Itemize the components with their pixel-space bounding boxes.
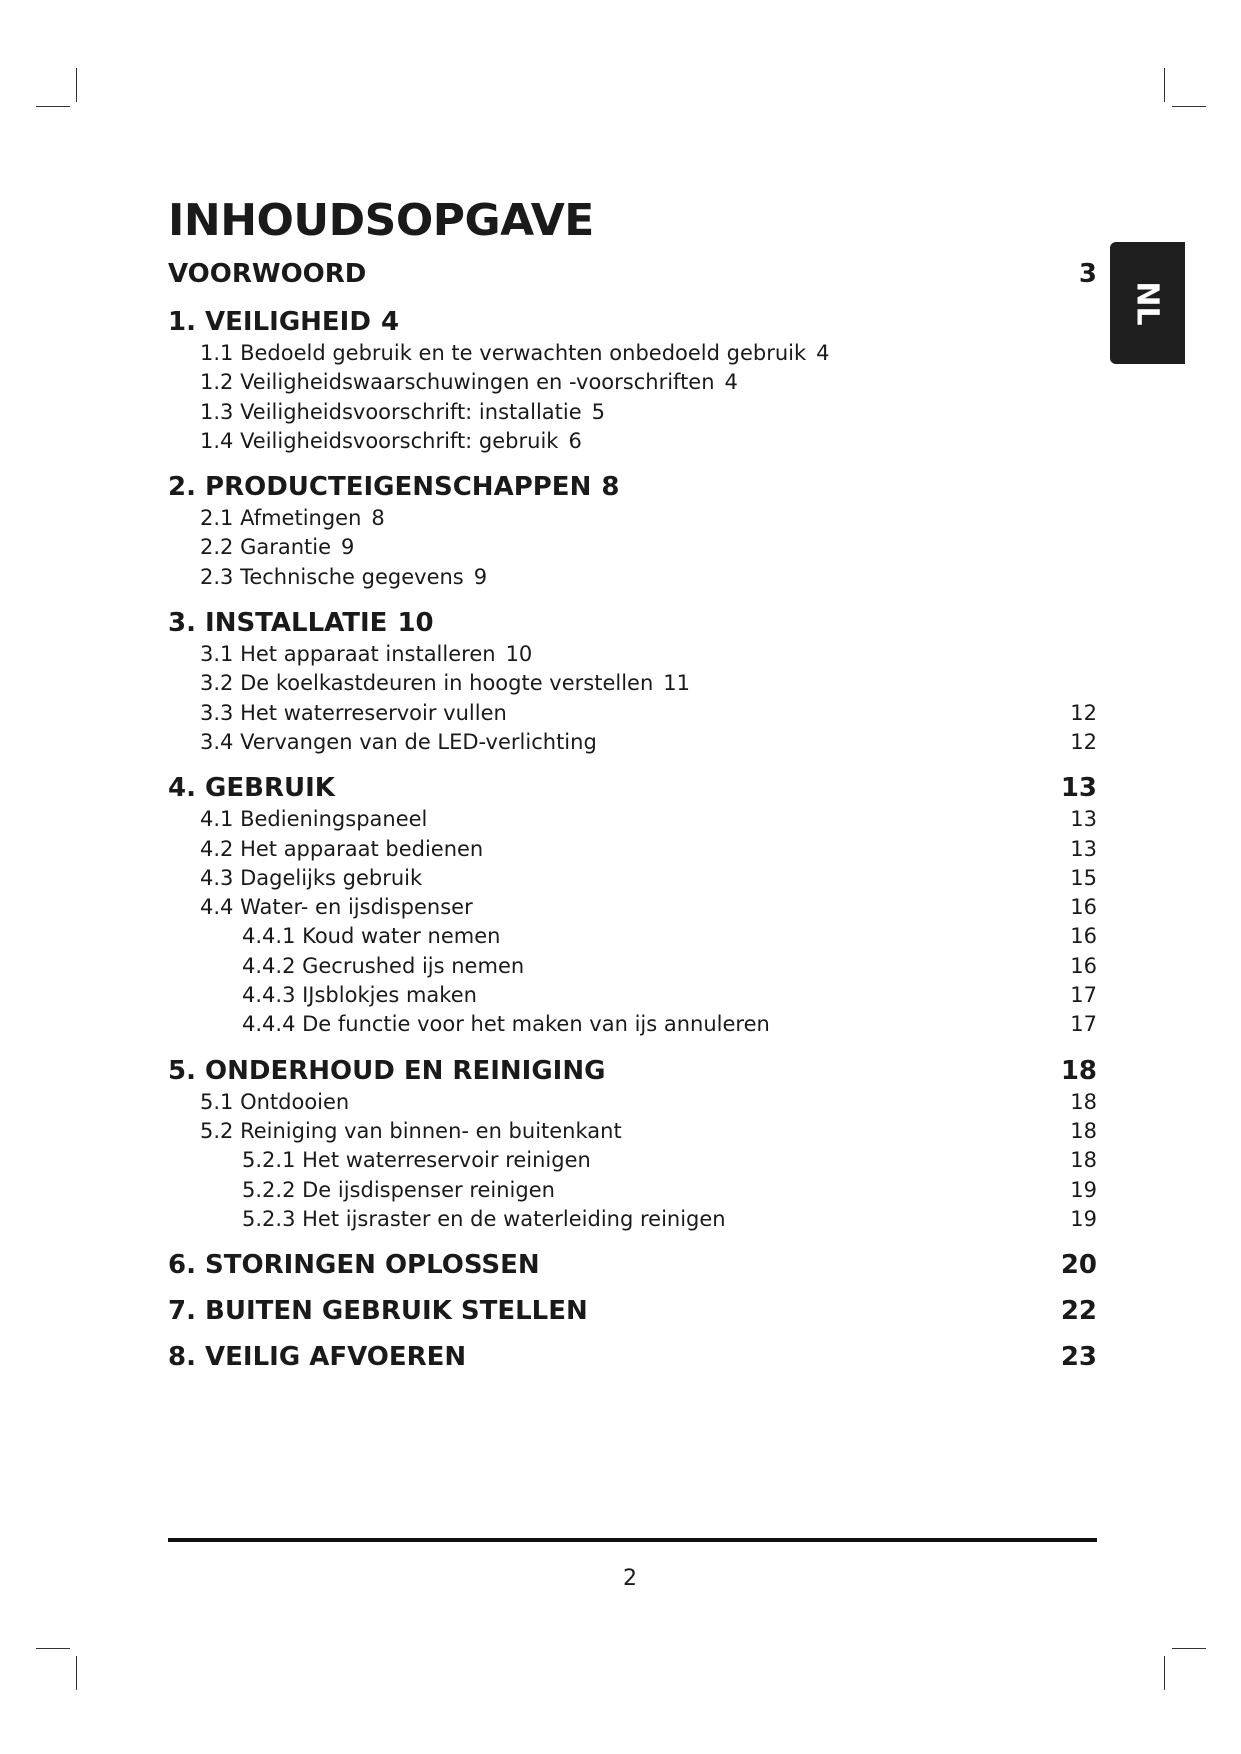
- toc-section-5: [168, 1054, 1097, 1088]
- crop-mark: [1164, 68, 1165, 102]
- toc-page: 20: [1060, 1250, 1097, 1281]
- toc-section-1: [168, 305, 1097, 339]
- toc-entry: 4.4.3 IJsblokjes maken 17: [242, 983, 1097, 1008]
- toc-page: 10: [397, 608, 434, 639]
- toc-section-3: [168, 606, 1097, 640]
- toc-section-2: [168, 470, 1097, 504]
- toc-page: 13: [1060, 773, 1097, 804]
- toc-entry: 2.3 Technische gegevens 9: [200, 564, 488, 589]
- toc-page: 3: [1078, 259, 1097, 289]
- table-of-contents: [168, 257, 1097, 1374]
- toc-entry: 5.1 Ontdooien 18: [200, 1089, 1097, 1114]
- toc-entry: 5.2.3 Het ijsraster en de waterleiding reinigen 19: [242, 1206, 1097, 1231]
- toc-entry: 4.4 Water- en ijsdispenser 16: [200, 895, 1097, 920]
- toc-page: 22: [1060, 1296, 1097, 1327]
- toc-heading: 3. INSTALLATIE: [168, 608, 388, 639]
- toc-page: 18: [1060, 1055, 1097, 1086]
- crop-mark: [36, 106, 70, 107]
- toc-heading: 1. VEILIGHEID: [168, 307, 371, 337]
- toc-entry: 2.2 Garantie 9: [200, 535, 355, 560]
- crop-mark: [76, 1656, 77, 1690]
- toc-entry: 4.4.4 De functie voor het maken van ijs annuleren 17: [242, 1012, 1097, 1037]
- toc-heading: 5. ONDERHOUD EN REINIGING: [168, 1055, 606, 1086]
- page-number: 2: [623, 1566, 637, 1591]
- toc-heading: 7. BUITEN GEBRUIK STELLEN: [168, 1296, 588, 1327]
- language-tab: [1110, 242, 1185, 364]
- toc-entry: 4.1 Bedieningspaneel 13: [200, 807, 1097, 832]
- toc-entry: 3.2 De koelkastdeuren in hoogte verstellen 11: [200, 671, 691, 696]
- crop-mark: [1164, 1656, 1165, 1690]
- toc-entry: 3.3 Het waterreservoir vullen 12: [200, 700, 1097, 725]
- toc-heading: VOORWOORD: [168, 259, 367, 289]
- toc-entry: 3.4 Vervangen van de LED-verlichting 12: [200, 729, 1097, 754]
- toc-entry: 5.2.1 Het waterreservoir reinigen 18: [242, 1148, 1097, 1173]
- toc-entry: 5.2.2 De ijsdispenser reinigen 19: [242, 1177, 1097, 1202]
- toc-heading: 6. STORINGEN OPLOSSEN: [168, 1250, 540, 1281]
- toc-entry: 1.2 Veiligheidswaarschuwingen en -voorschriften 4: [200, 370, 738, 395]
- toc-section-8: [168, 1340, 1097, 1374]
- toc-entry: 4.2 Het apparaat bedienen 13: [200, 836, 1097, 861]
- toc-page: 23: [1060, 1342, 1097, 1373]
- toc-entry: 5.2 Reiniging van binnen- en buitenkant 18: [200, 1118, 1097, 1143]
- language-tab-label: NL: [1129, 280, 1165, 326]
- toc-entry: 1.4 Veiligheidsvoorschrift: gebruik 6: [200, 428, 582, 453]
- toc-entry: 4.3 Dagelijks gebruik 15: [200, 865, 1097, 890]
- footer-rule: [168, 1538, 1097, 1542]
- page-title: INHOUDSOPGAVE: [168, 195, 594, 246]
- toc-heading: 2. PRODUCTEIGENSCHAPPEN: [168, 472, 592, 503]
- toc-page: 8: [601, 472, 620, 503]
- crop-mark: [1172, 1648, 1206, 1649]
- toc-entry: 1.3 Veiligheidsvoorschrift: installatie 5: [200, 399, 606, 424]
- toc-heading: 4. GEBRUIK: [168, 773, 335, 804]
- toc-entry: 4.4.1 Koud water nemen 16: [242, 924, 1097, 949]
- crop-mark: [36, 1648, 70, 1649]
- toc-entry: 4.4.2 Gecrushed ijs nemen 16: [242, 953, 1097, 978]
- toc-section-4: [168, 771, 1097, 805]
- toc-section-7: [168, 1294, 1097, 1328]
- toc-heading: 8. VEILIG AFVOEREN: [168, 1342, 467, 1373]
- crop-mark: [1172, 106, 1206, 107]
- toc-entry: 2.1 Afmetingen 8: [200, 506, 385, 531]
- toc-page: 4: [380, 307, 400, 337]
- toc-entry: 1.1 Bedoeld gebruik en te verwachten onbedoeld gebruik 4: [200, 341, 830, 365]
- toc-entry: 3.1 Het apparaat installeren 10: [200, 642, 533, 667]
- toc-section-voorwoord: [168, 257, 1097, 291]
- crop-mark: [76, 68, 77, 102]
- toc-section-6: [168, 1248, 1097, 1282]
